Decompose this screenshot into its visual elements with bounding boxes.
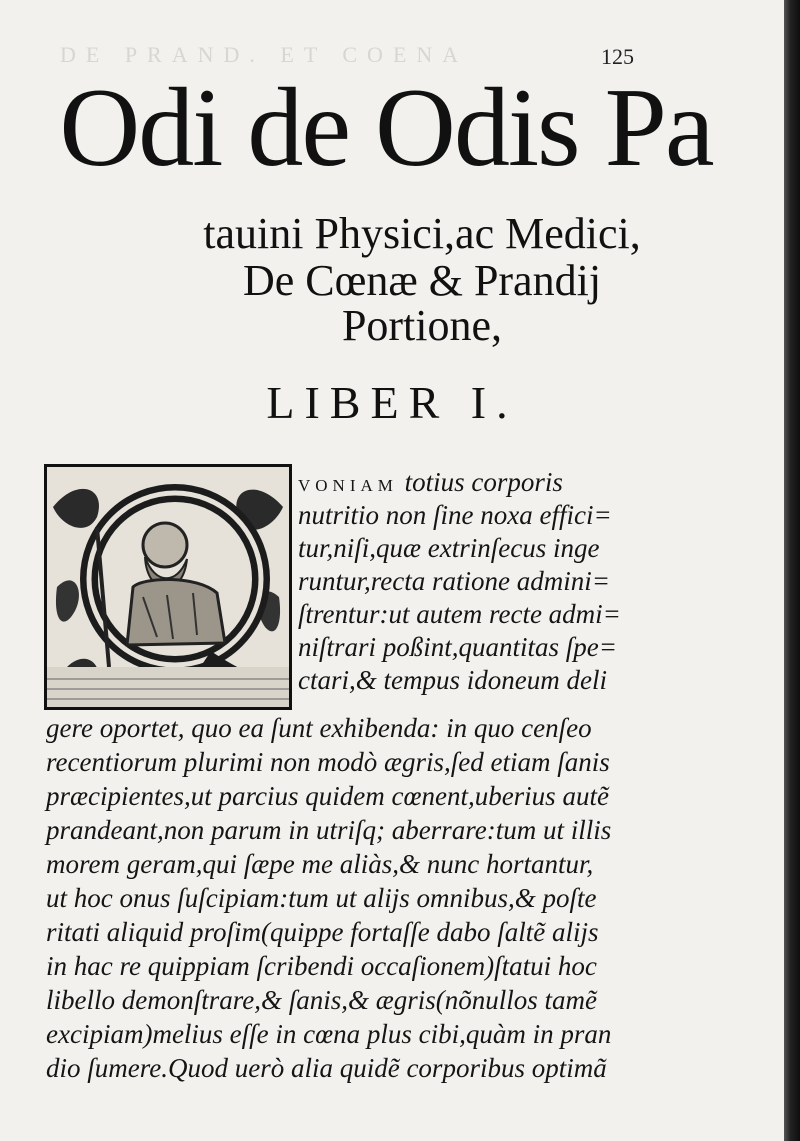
woodcut-initial-icon [47,467,289,707]
text-line: dio ſumere.Quod uerò alia quidẽ corporibus optimã [46,1053,607,1083]
text-line: tur,niſi,quæ extrinſecus inge [298,533,600,563]
opening-paragraph-wide [46,712,630,1086]
text-line: libello demonſtrare,& ſanis,& ægris(nõnullos tamẽ [46,985,597,1015]
book-spine-shadow [784,0,800,1141]
title-line-2: tauini Physici,ac Medici, [203,209,641,258]
text-line: ritati aliquid proſim(quippe fortaſſe dabo ſaltẽ alijs [46,917,599,947]
text-line: in hac re quippiam ſcribendi occaſionem)ſtatui hoc [46,951,597,981]
text-line: niſtrari poßint,quantitas ſpe= [298,632,617,662]
text-line: prandeant,non parum in utriſq; aberrare:tum ut illis [46,815,612,845]
text-line: excipiam)melius eſſe in cœna plus cibi,quàm in pran [46,1019,612,1049]
opening-paragraph-narrow [298,466,628,697]
text-line: ctari,& tempus idoneum deli [298,665,607,695]
decorated-initial-q [44,464,292,710]
title-line-3: De Cœnæ & Prandij [242,256,602,305]
text-line: ſtrentur:ut autem recte admi= [298,599,621,629]
book-heading: LIBER I. [266,377,518,428]
title-line-1: Odi de Odis Pa [59,66,713,190]
title-line-4: Portione, [341,301,503,350]
text-line: ut hoc onus ſuſcipiam:tum ut alijs omnibus,& poſte [46,883,597,913]
text-line: morem geram,qui ſæpe me aliàs,& nunc hortantur, [46,849,594,879]
text-line: recentiorum plurimi non modò ægris,ſed etiam ſanis [46,747,610,777]
page-number: 125 [601,44,634,69]
bleed-through-running-head: DE PRAND. ET COENA [60,42,469,67]
text-line: VONIAM totius corporis [298,467,563,497]
text-line: præcipientes,ut parcius quidem cœnent,uberius autẽ [46,781,609,811]
text-line: gere oportet, quo ea ſunt exhibenda: in quo cenſeo [46,713,592,743]
opening-caps: VONIAM [298,476,398,495]
text-line: runtur,recta ratione admini= [298,566,610,596]
text-line: nutritio non ſine noxa effici= [298,500,612,530]
